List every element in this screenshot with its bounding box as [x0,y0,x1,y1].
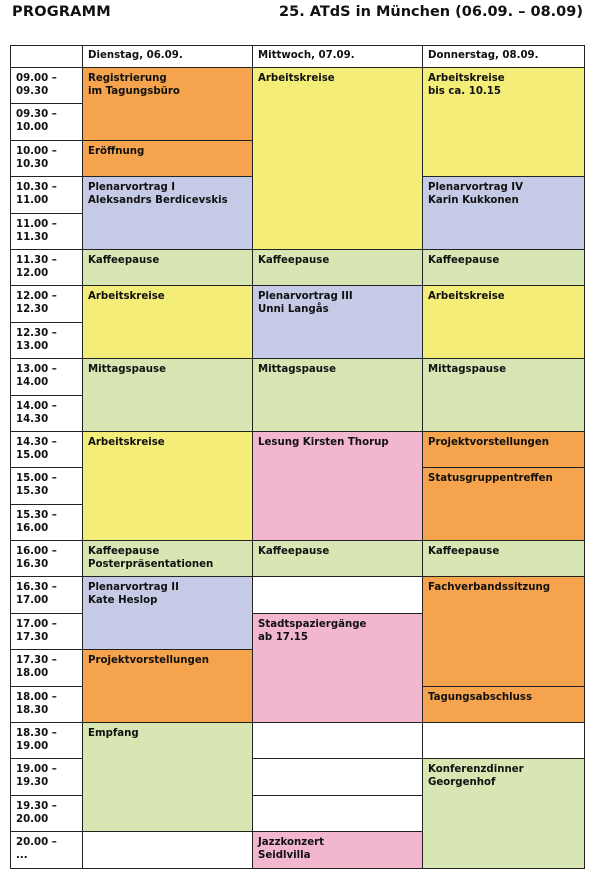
event-label: Plenarvortrag IV [428,182,523,194]
time-label: 20.00 – [16,837,57,849]
event-label: Plenarvortrag II [88,582,179,594]
time-slot-cell [11,504,83,540]
event-cell-tuesday [83,723,253,832]
time-slot-cell [11,286,83,322]
event-cell-thursday [423,431,585,467]
time-row [11,359,585,395]
event-label: Arbeitskreise [428,291,505,303]
schedule-table [10,45,585,869]
event-cell-tuesday [83,650,253,723]
time-label: 12.00 [16,267,49,279]
event-cell-tuesday [83,577,253,650]
event-label: Plenarvortrag I [88,182,176,194]
event-cell-tuesday [83,431,253,540]
time-label: 09.30 [16,86,49,97]
time-slot-cell [11,686,83,722]
time-label: 12.30 [16,304,49,316]
time-slot-cell [11,795,83,831]
schedule-body [11,68,585,869]
event-label: Eröffnung [88,145,145,157]
event-cell-wednesday [253,577,423,613]
event-label: Registrierung [88,73,167,84]
corner-cell [11,46,83,68]
time-label: 18.00 [16,668,49,680]
time-label: 18.00 – [16,691,57,703]
event-label: Kaffeepause [428,254,500,266]
time-row [11,431,585,467]
event-label: Kaffeepause [428,546,500,558]
event-label: Projektvorstellungen [428,436,549,448]
time-label: 09.00 – [16,73,57,84]
time-slot-cell [11,541,83,577]
event-cell-thursday [423,286,585,359]
day-header-wednesday: Mittwoch, 07.09. [253,46,423,68]
time-label: 15.00 [16,449,49,461]
event-cell-tuesday [83,832,253,868]
time-label: 16.30 – [16,582,57,594]
time-slot-cell [11,613,83,649]
time-label: 10.30 [16,158,49,170]
event-label: Empfang [88,728,139,740]
event-label: Projektvorstellungen [88,655,209,667]
event-cell-thursday [423,468,585,541]
time-slot-cell [11,468,83,504]
event-cell-tuesday [83,177,253,250]
page-header [12,4,583,30]
time-label: 11.30 – [16,254,57,266]
event-cell-wednesday [253,359,423,432]
time-label: 11.00 [16,195,49,207]
event-label: Arbeitskreise [88,291,165,303]
day-header-thursday: Donnerstag, 08.09. [423,46,585,68]
time-label: 11.00 – [16,218,57,230]
event-cell-wednesday [253,759,423,795]
time-label: 15.00 – [16,473,57,485]
time-label: 10.00 [16,122,49,134]
event-cell-wednesday [253,431,423,540]
conference-title: 25. ATdS in München (06.09. – 08.09) [279,4,583,20]
page-title: PROGRAMM [12,4,111,20]
time-label: 19.00 – [16,764,57,776]
time-label: ... [16,850,28,862]
event-cell-thursday [423,359,585,432]
event-label: Kate Heslop [88,595,158,607]
event-label: Seidlvilla [258,850,311,862]
time-label: 17.00 [16,595,49,607]
event-label: Arbeitskreise [88,436,165,448]
time-row [11,249,585,285]
event-cell-wednesday [253,613,423,722]
time-slot-cell [11,832,83,868]
time-label: 09.30 – [16,109,57,121]
event-label: Lesung Kirsten Thorup [258,436,389,448]
event-label: bis ca. 10.15 [428,86,501,97]
time-label: 16.30 [16,559,49,571]
time-label: 19.30 [16,777,49,789]
event-cell-wednesday [253,795,423,831]
event-cell-thursday [423,577,585,686]
event-label: Tagungsabschluss [428,691,533,703]
time-slot-cell [11,249,83,285]
time-slot-cell [11,177,83,213]
event-label: Unni Langås [258,304,329,316]
event-label: Stadtspaziergänge [258,618,367,630]
event-label: im Tagungsbüro [88,86,180,97]
event-label: Mittagspause [428,364,506,376]
event-cell-wednesday [253,832,423,868]
time-label: 17.30 [16,631,49,643]
event-cell-wednesday [253,286,423,359]
time-slot-cell [11,650,83,686]
time-label: 12.00 – [16,291,57,303]
time-label: 20.00 [16,813,49,825]
time-slot-cell [11,68,83,104]
event-label: Mittagspause [258,364,336,376]
event-label: Statusgruppentreffen [428,473,553,485]
event-cell-thursday [423,177,585,250]
event-label: Kaffeepause [88,254,160,266]
time-slot-cell [11,431,83,467]
time-slot-cell [11,322,83,358]
time-row [11,68,585,104]
time-row [11,286,585,322]
event-label: Kaffeepause [88,546,160,558]
time-label: 13.00 [16,340,49,352]
time-row [11,723,585,759]
time-label: 10.00 – [16,145,57,157]
time-row [11,577,585,613]
event-cell-thursday [423,723,585,759]
event-label: Kaffeepause [258,254,330,266]
event-label: Georgenhof [428,777,496,789]
event-cell-tuesday [83,140,253,176]
time-slot-cell [11,395,83,431]
time-label: 14.00 – [16,400,57,412]
time-slot-cell [11,213,83,249]
event-label: Plenarvortrag III [258,291,353,303]
time-label: 16.00 [16,522,49,534]
event-cell-thursday [423,759,585,868]
event-label: Aleksandrs Berdicevskis [88,195,228,207]
time-slot-cell [11,140,83,176]
time-slot-cell [11,577,83,613]
time-slot-cell [11,359,83,395]
event-cell-thursday [423,249,585,285]
time-label: 18.30 [16,704,49,716]
time-label: 10.30 – [16,182,57,194]
time-label: 12.30 – [16,327,57,339]
event-cell-tuesday [83,249,253,285]
time-label: 16.00 – [16,546,57,558]
event-label: Mittagspause [88,364,166,376]
event-cell-thursday [423,541,585,577]
event-label: Arbeitskreise [428,73,505,84]
time-slot-cell [11,759,83,795]
day-header-row [11,46,585,68]
event-label: Posterpräsentationen [88,559,214,571]
time-label: 13.00 – [16,364,57,376]
time-label: 15.30 – [16,509,57,521]
event-label: Karin Kukkonen [428,195,519,207]
event-cell-thursday [423,68,585,177]
event-label: Kaffeepause [258,546,330,558]
time-label: 17.00 – [16,618,57,630]
event-label: Arbeitskreise [258,73,335,84]
event-cell-tuesday [83,286,253,359]
event-label: Fachverbandssitzung [428,582,551,594]
event-cell-wednesday [253,249,423,285]
time-label: 14.30 – [16,436,57,448]
event-label: ab 17.15 [258,631,308,643]
event-cell-wednesday [253,723,423,759]
event-cell-wednesday [253,68,423,250]
event-label: Konferenzdinner [428,764,524,776]
time-slot-cell [11,104,83,140]
event-cell-tuesday [83,541,253,577]
event-label: Jazzkonzert [258,837,325,849]
time-slot-cell [11,723,83,759]
time-row [11,541,585,577]
event-cell-wednesday [253,541,423,577]
time-label: 19.00 [16,741,49,753]
event-cell-tuesday [83,68,253,141]
time-label: 15.30 [16,486,49,498]
event-cell-thursday [423,686,585,722]
event-cell-tuesday [83,359,253,432]
time-label: 19.30 – [16,800,57,812]
time-label: 14.30 [16,413,49,425]
time-label: 14.00 [16,377,49,389]
time-label: 11.30 [16,231,49,243]
time-label: 18.30 – [16,728,57,740]
time-label: 17.30 – [16,655,57,667]
day-header-tuesday: Dienstag, 06.09. [83,46,253,68]
